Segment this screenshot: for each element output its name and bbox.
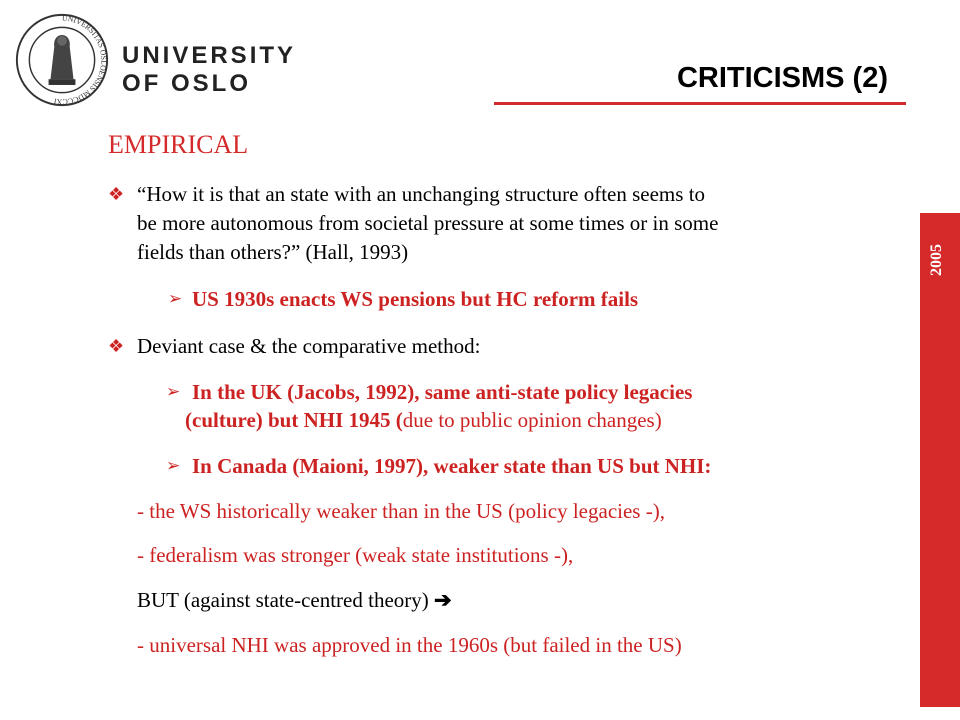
wordmark-line-2: OF OSLO <box>122 70 251 97</box>
dash-line-2: - federalism was stronger (weak state institutions -), <box>137 543 574 567</box>
sub-point-uk-line-1: In the UK (Jacobs, 1992), same anti-state policy legacies <box>192 380 693 404</box>
diamond-bullet-icon: ❖ <box>108 184 125 204</box>
right-arrow-icon: ➔ <box>434 588 452 612</box>
but-line-text: BUT (against state-centred theory) <box>137 588 429 612</box>
sub-point-canada: In Canada (Maioni, 1997), weaker state than US but NHI: <box>192 454 712 478</box>
wordmark-line-1: UNIVERSITY <box>122 42 297 69</box>
quote-line-2: be more autonomous from societal pressure at some times or in some <box>137 211 719 235</box>
arrow-bullet-icon: ➢ <box>168 289 183 308</box>
arrow-bullet-icon: ➢ <box>166 456 181 475</box>
but-line <box>137 586 452 615</box>
side-year-label: 2005 <box>928 244 945 276</box>
dash-line-1: - the WS historically weaker than in the US (policy legacies -), <box>137 499 665 523</box>
quote-line-3: fields than others?” (Hall, 1993) <box>137 240 409 264</box>
bullet-deviant-case: Deviant case & the comparative method: <box>137 334 481 358</box>
slide-title: CRITICISMS (2) <box>676 62 888 94</box>
sub-point-uk-normal: due to public opinion changes) <box>402 408 662 432</box>
section-heading: EMPIRICAL <box>108 130 249 159</box>
arrow-bullet-icon: ➢ <box>166 382 181 401</box>
diamond-bullet-icon: ❖ <box>108 336 125 356</box>
sub-point-us: US 1930s enacts WS pensions but HC reform fails <box>192 287 639 311</box>
dash-line-3: - universal NHI was approved in the 1960s (but failed in the US) <box>137 633 682 657</box>
sub-point-uk-bold: (culture) but NHI 1945 ( <box>185 408 403 432</box>
svg-text:UNIVERSITAS OSLOENSIS MDCCCXI: UNIVERSITAS OSLOENSIS MDCCCXI <box>53 13 109 107</box>
sub-point-uk-line-2 <box>185 406 662 435</box>
quote-line-1: “How it is that an state with an unchanging structure often seems to <box>137 182 706 206</box>
